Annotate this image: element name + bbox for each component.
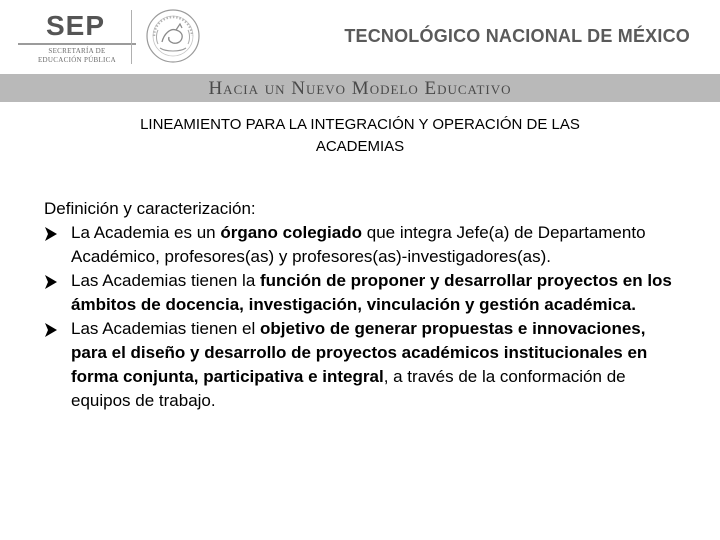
list-item bbox=[44, 269, 674, 317]
document-title-line1: LINEAMIENTO PARA LA INTEGRACIÓN Y OPERACIÓN DE LAS bbox=[140, 116, 580, 133]
bullet-list bbox=[44, 221, 674, 413]
mexico-seal-icon-graphic bbox=[140, 6, 206, 66]
header-divider bbox=[131, 10, 132, 64]
mexico-seal-icon bbox=[140, 6, 206, 66]
body-content bbox=[44, 197, 674, 413]
sep-logo-subtitle-line2: EDUCACIÓN PÚBLICA bbox=[37, 56, 117, 64]
intro-text: Definición y caracterización: bbox=[44, 199, 256, 218]
sep-logo bbox=[18, 10, 130, 68]
sep-logo-subtitle-line1: SECRETARÍA DE bbox=[48, 47, 106, 55]
list-item bbox=[44, 317, 674, 413]
bullet-1-text-2: que integra Jefe(a) de Departamento Académico, profesores(as) y profesores(as)-investigadores(as). bbox=[71, 223, 646, 266]
arrowhead-bullet-icon-graphic bbox=[44, 274, 58, 290]
bullet-1-bold-1: órgano colegiado bbox=[220, 223, 363, 242]
header bbox=[0, 0, 720, 74]
sep-logo-word: SEP bbox=[46, 10, 106, 41]
sep-logo-subtitle bbox=[18, 47, 136, 65]
bullet-3-text-2: , a través de la conformación de equipos de trabajo. bbox=[71, 367, 626, 410]
institution-name: TECNOLÓGICO NACIONAL DE MÉXICO bbox=[344, 26, 690, 46]
arrowhead-bullet-icon-graphic bbox=[44, 322, 58, 338]
slogan-band bbox=[0, 74, 720, 102]
arrowhead-bullet-icon-graphic bbox=[44, 226, 58, 242]
bullet-3-text-1: Las Academias tienen el bbox=[71, 319, 261, 338]
slogan-text: Hacia un Nuevo Modelo Educativo bbox=[208, 78, 512, 99]
document-title-line2: ACADEMIAS bbox=[315, 138, 405, 155]
list-item bbox=[44, 221, 674, 269]
document-title bbox=[60, 114, 660, 158]
bullet-3-bold-1: objetivo de generar propuestas e innovaciones, para el diseño y desarrollo de proyectos académicos institucionales en forma conjunta, participativa e integral bbox=[71, 319, 648, 386]
bullet-1-text-1: La Academia es un bbox=[71, 223, 221, 242]
sep-logo-rule bbox=[18, 43, 136, 45]
bullet-2-bold-1: función de proponer y desarrollar proyectos en los ámbitos de docencia, investigación, vinculación y gestión académica. bbox=[71, 271, 672, 314]
bullet-2-text-1: Las Academias tienen la bbox=[71, 271, 261, 290]
